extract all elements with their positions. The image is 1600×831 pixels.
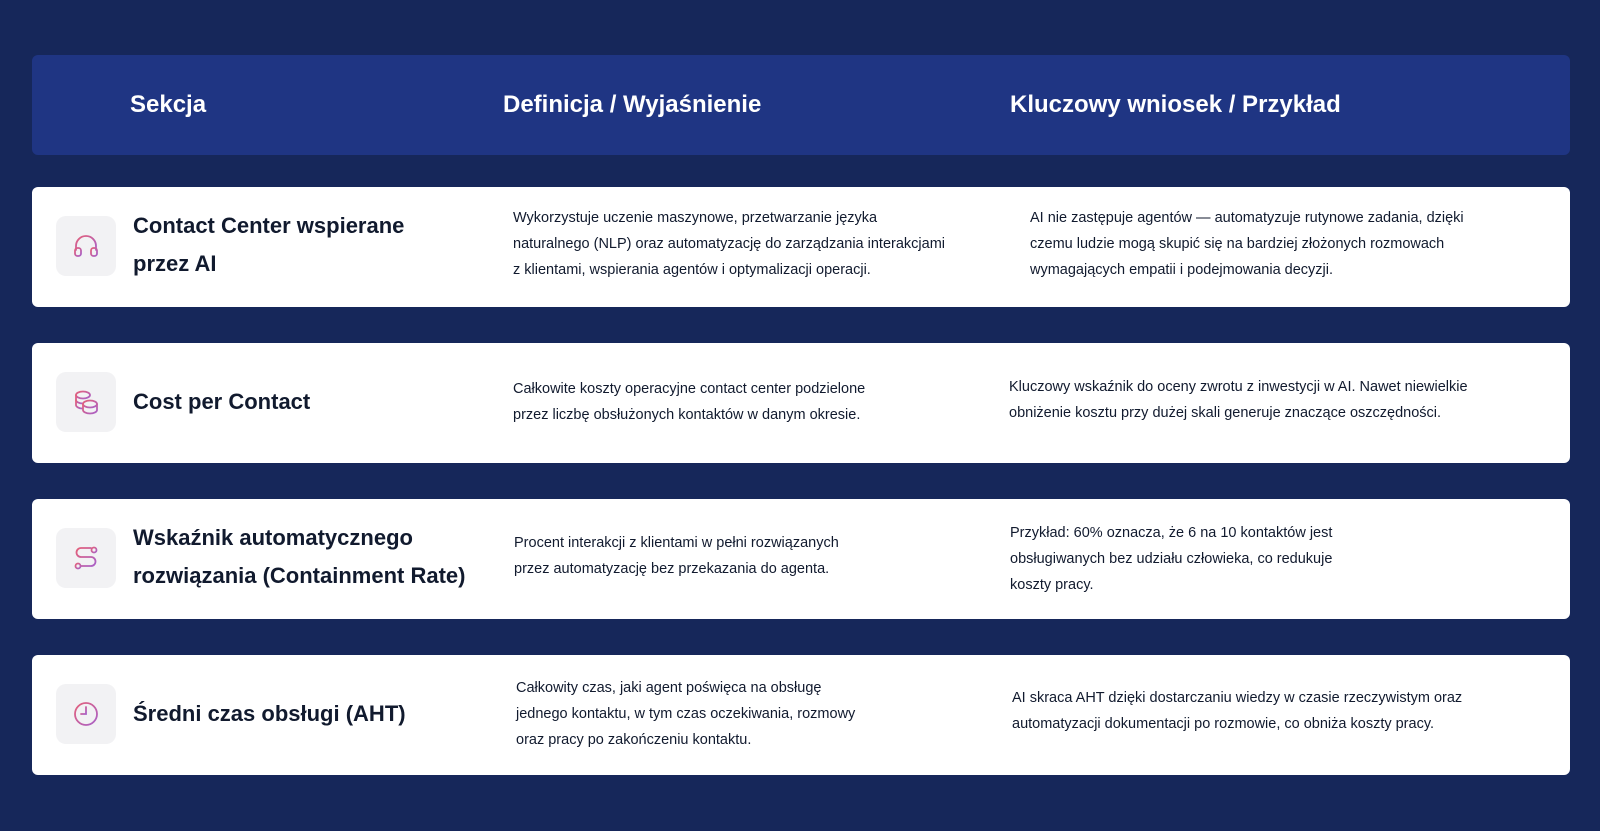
row-insight: Przykład: 60% oznacza, że 6 na 10 kontaktów jest obsługiwanych bez udziału człowieka, co redukuje koszty pracy. [1010,525,1333,593]
table-header [32,55,1570,155]
row-title: Wskaźnik automatycznego rozwiązania (Containment Rate) [133,525,466,588]
row-definition: Całkowite koszty operacyjne contact center podzielone przez liczbę obsłużonych kontaktów w danym okresie. [513,381,866,423]
row-definition: Wykorzystuje uczenie maszynowe, przetwarzanie języka naturalnego (NLP) oraz automatyzację do zarządzania interakcjami z klientami, wspierania agentów i optymalizacji operacji. [513,210,945,278]
table-row [32,655,1570,775]
route-icon [56,528,116,588]
header-insight: Kluczowy wniosek / Przykład [1010,91,1341,118]
clock-icon [56,684,116,744]
table-row [32,187,1570,307]
row-insight: AI nie zastępuje agentów — automatyzuje rutynowe zadania, dzięki czemu ludzie mogą skupić się na bardziej złożonych rozmowach wymagających empatii i podejmowania decyzji. [1030,210,1464,278]
row-title: Contact Center wspierane przez AI [133,213,405,276]
row-insight: AI skraca AHT dzięki dostarczaniu wiedzy w czasie rzeczywistym oraz automatyzacji dokumentacji po rozmowie, co obniża koszty pracy. [1012,690,1463,732]
row-title: Średni czas obsługi (AHT) [133,701,406,726]
row-definition: Całkowity czas, jaki agent poświęca na obsługę jednego kontaktu, w tym czas oczekiwania, rozmowy oraz pracy po zakończeniu kontaktu. [516,680,856,748]
row-definition: Procent interakcji z klientami w pełni rozwiązanych przez automatyzację bez przekazania do agenta. [514,535,839,577]
row-title: Cost per Contact [133,389,311,414]
header-definition: Definicja / Wyjaśnienie [503,91,762,118]
headset-icon [56,216,116,276]
table-row [32,499,1570,619]
coins-icon [56,372,116,432]
header-section: Sekcja [130,91,207,118]
table-row [32,343,1570,463]
row-insight: Kluczowy wskaźnik do oceny zwrotu z inwestycji w AI. Nawet niewielkie obniżenie kosztu przy dużej skali generuje znaczące oszczędności. [1009,379,1468,421]
